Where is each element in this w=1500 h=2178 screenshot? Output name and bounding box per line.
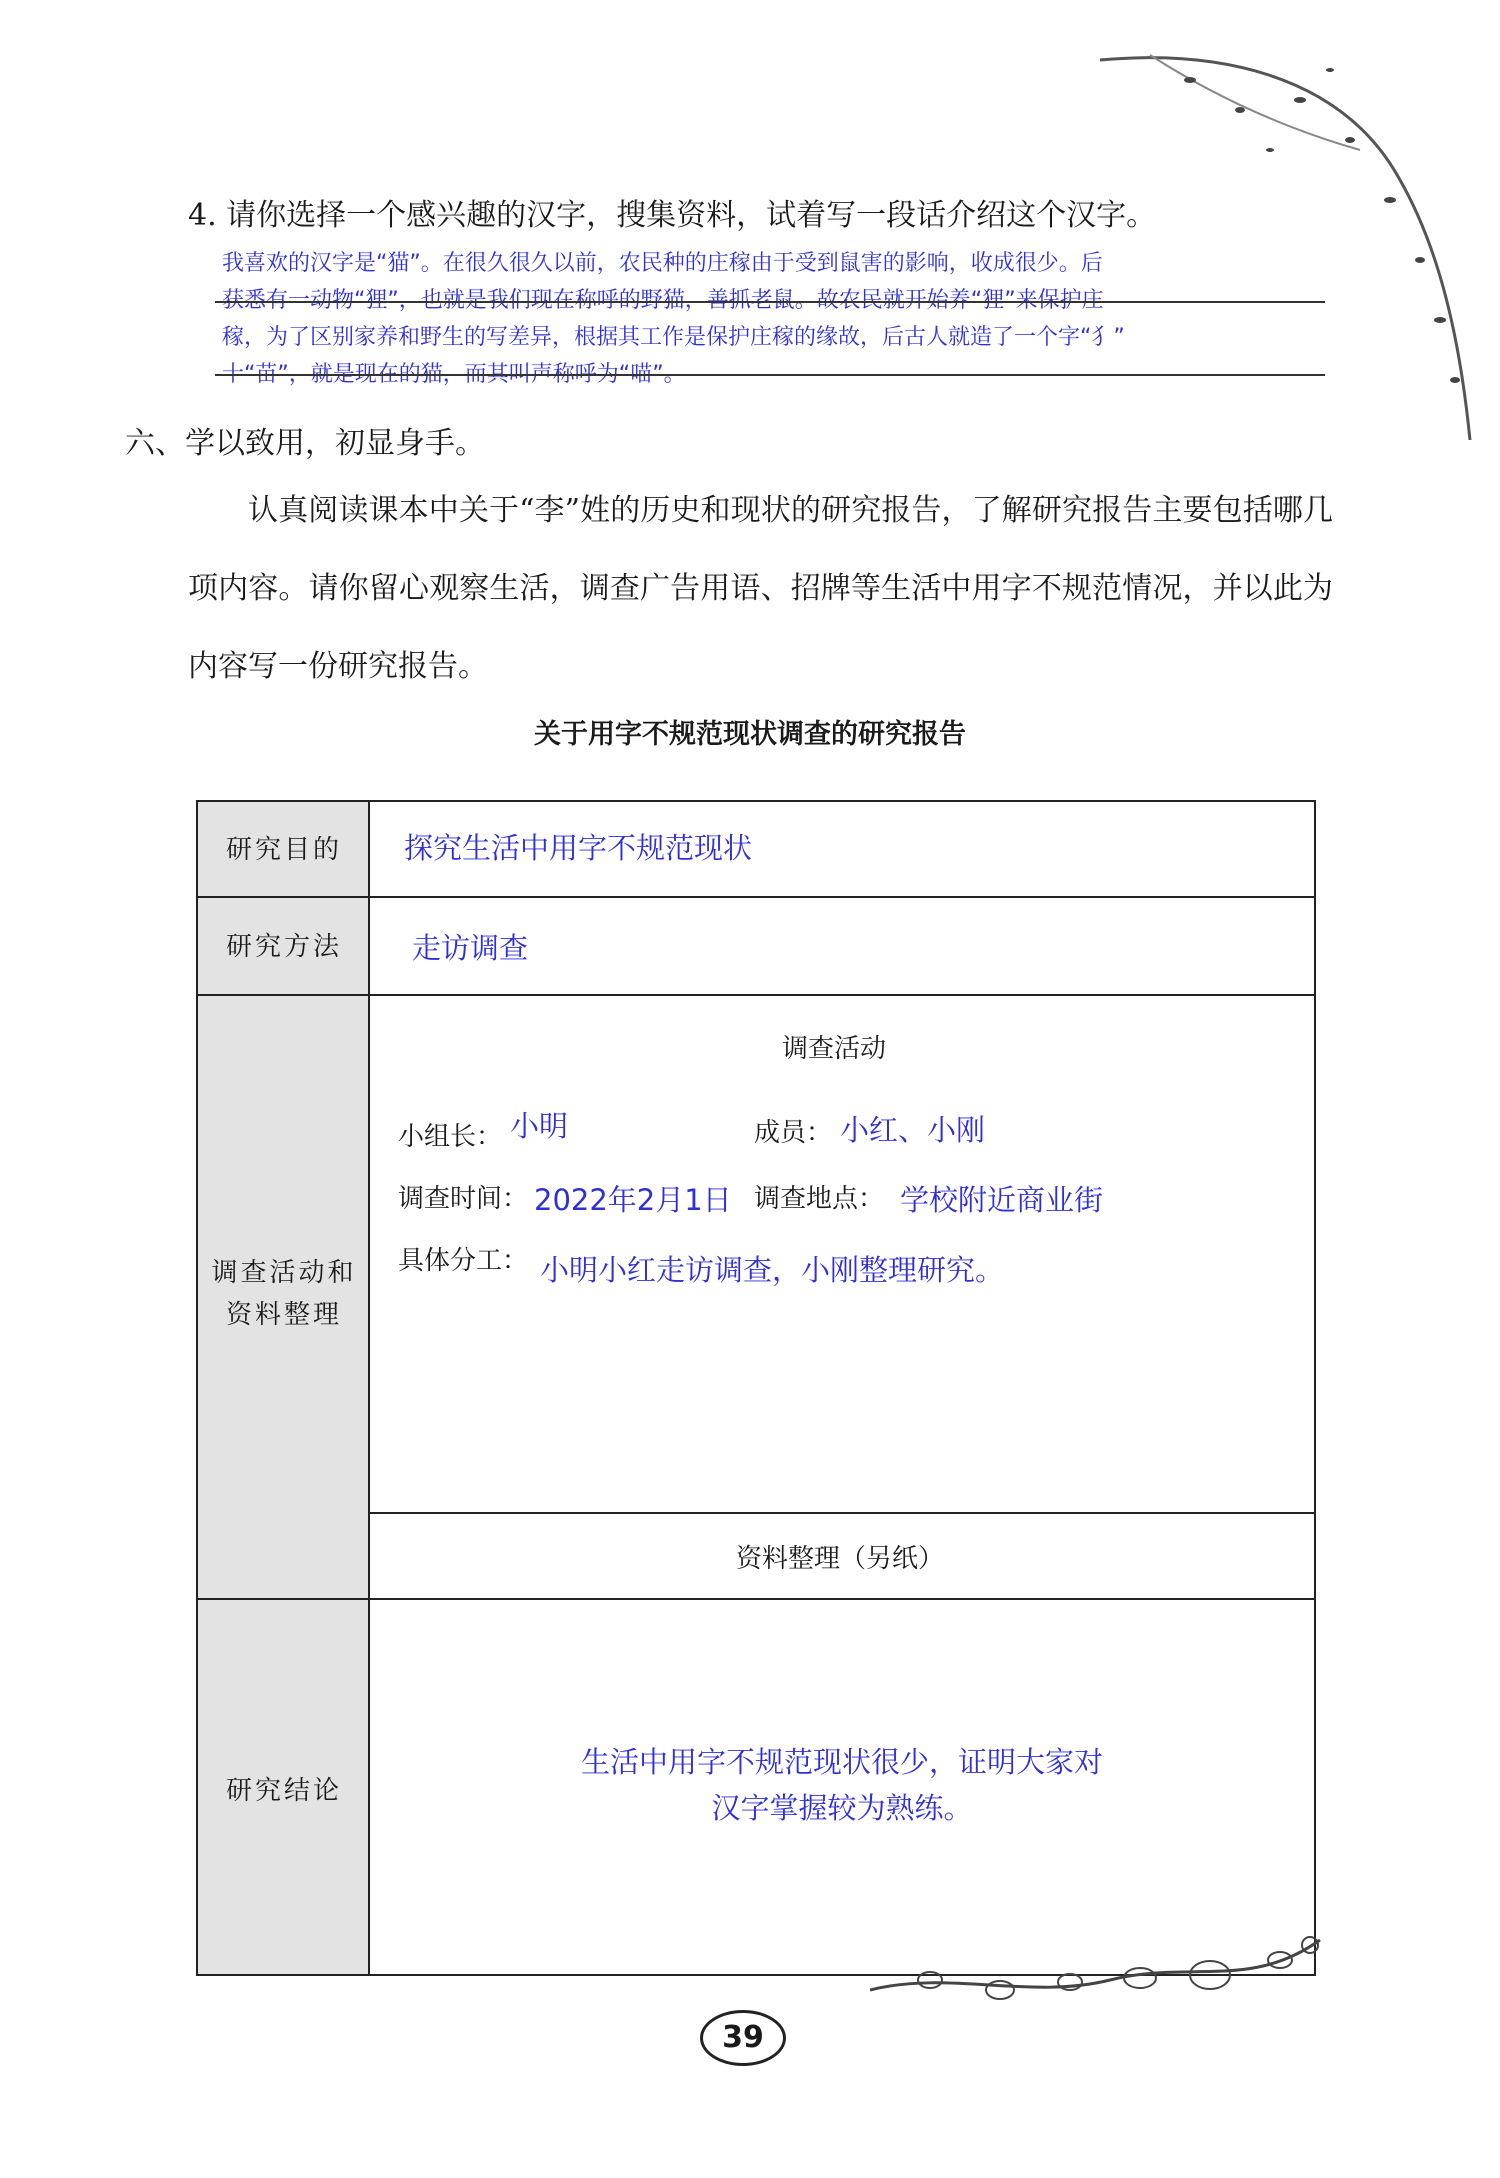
report-title: 关于用字不规范现状调查的研究报告 (534, 719, 966, 750)
activity-subtitle: 调查活动 (782, 1034, 887, 1064)
conclusion-label: 研究结论 (225, 1776, 342, 1806)
place-value: 学校附近商业街 (900, 1183, 1104, 1217)
section-6-heading: 六、学以致用，初显身手。 (125, 426, 485, 461)
report-table (196, 800, 1316, 1976)
conclusion-line-2: 汉字掌握较为熟练。 (711, 1791, 973, 1825)
place-label: 调查地点： (754, 1184, 885, 1214)
question-4-prompt: 4. 请你选择一个感兴趣的汉字，搜集资料，试着写一段话介绍这个汉字。 (188, 198, 1157, 233)
time-value: 2022年2月1日 (534, 1183, 732, 1217)
answer-line-1: 我喜欢的汉字是“猫”。在很久很久以前，农民种的庄稼由于受到鼠害的影响，收成很少。后 (222, 251, 1103, 276)
answer-line-3: 稼，为了区别家养和野生的写差异，根据其工作是保护庄稼的缘故，后古人就造了一个字“犭” (222, 325, 1125, 350)
row-divider (198, 1598, 1314, 1600)
corner-vine-decoration (1090, 40, 1500, 460)
purpose-label: 研究目的 (225, 835, 342, 865)
division-value: 小明小红走访调查，小刚整理研究。 (540, 1253, 1005, 1287)
conclusion-line-1: 生活中用字不规范现状很少，证明大家对 (580, 1745, 1103, 1779)
page-number: 39 (700, 2010, 786, 2066)
row-divider (198, 994, 1314, 996)
answer-line-2: 获悉有一动物“狸”，也就是我们现在称呼的野猫，善抓老鼠。故农民就开始养“狸”来保护庄 (222, 288, 1104, 313)
bottom-vine-decoration (870, 1920, 1340, 2030)
method-label: 研究方法 (225, 932, 342, 962)
row-divider (198, 896, 1314, 898)
leader-label: 小组长： (398, 1122, 503, 1152)
method-value: 走访调查 (412, 931, 529, 965)
section-6-instructions: 认真阅读课本中关于“李”姓的历史和现状的研究报告，了解研究报告主要包括哪几项内容。请你留心观察生活，调查广告用语、招牌等生活中用字不规范情况，并以此为内容写一份研究报告。 (188, 493, 1333, 684)
time-label: 调查时间： (398, 1184, 529, 1214)
leader-value: 小明 (510, 1109, 569, 1143)
answer-ruled-line-1 (215, 301, 1325, 303)
answer-line-4: 十“苗”，就是现在的猫，而其叫声称呼为“喵”。 (222, 362, 686, 387)
activity-label-line2: 资料整理 (225, 1300, 342, 1330)
activity-label-line1: 调查活动和 (211, 1258, 357, 1288)
division-label: 具体分工： (398, 1246, 529, 1276)
members-label: 成员： (754, 1118, 833, 1148)
purpose-value: 探究生活中用字不规范现状 (404, 831, 753, 865)
members-value: 小红、小刚 (840, 1113, 986, 1147)
answer-ruled-line-2 (215, 374, 1325, 376)
activity-inner-divider (370, 1512, 1314, 1514)
materials-note: 资料整理（另纸） (736, 1544, 945, 1574)
